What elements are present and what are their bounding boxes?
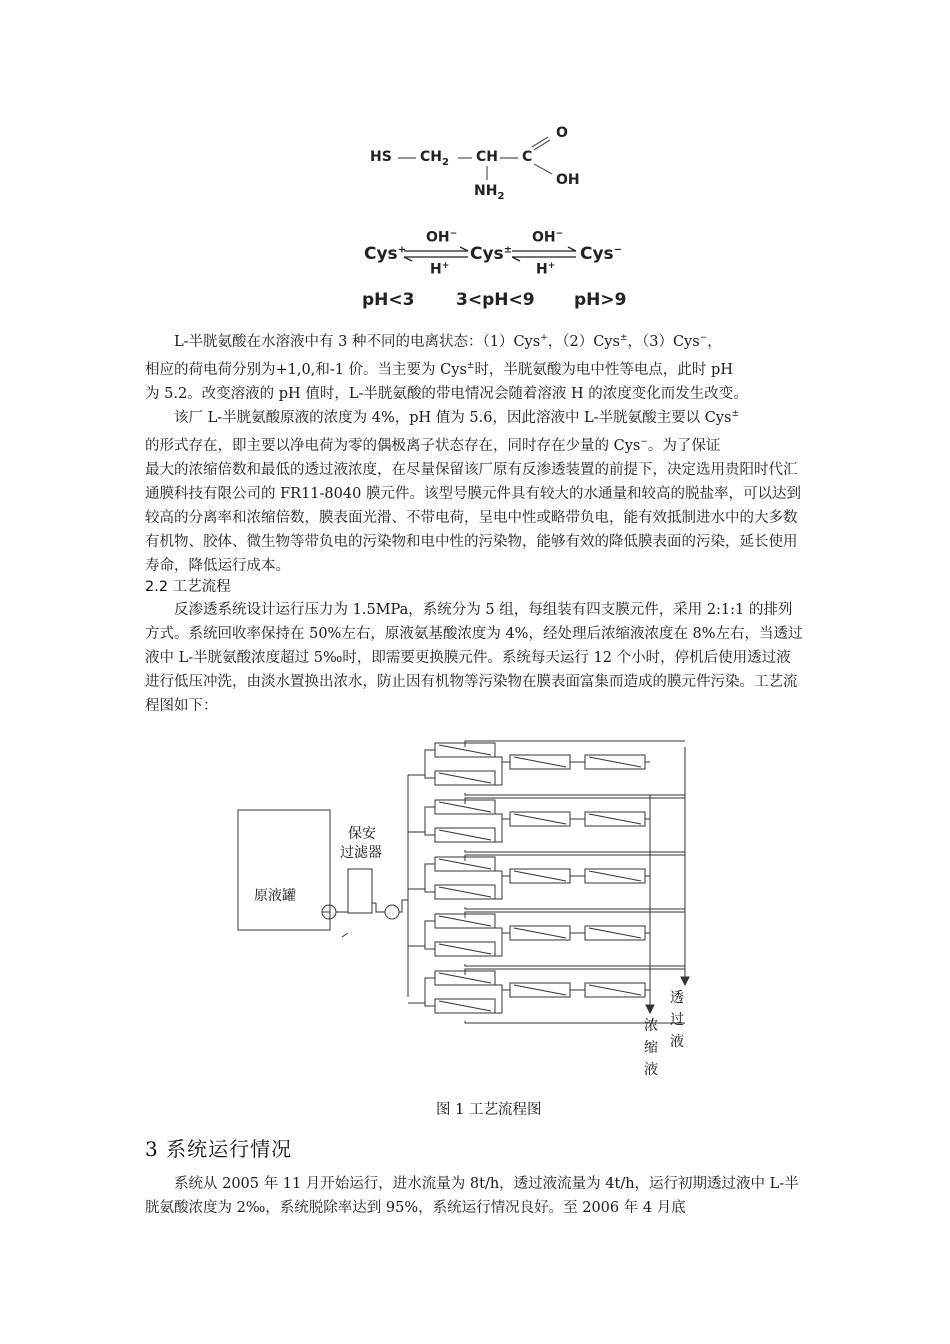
interstage-line xyxy=(495,814,510,819)
interstage-line xyxy=(495,871,510,876)
membrane-element-stripe xyxy=(589,757,641,767)
oh-label-2: OH− xyxy=(532,229,564,246)
permeate-line xyxy=(465,741,685,747)
feed-branch-line xyxy=(425,889,435,892)
membrane-element-stripe xyxy=(514,985,566,995)
hydroxyl-group: OH xyxy=(556,172,580,188)
interstage-line xyxy=(495,876,502,899)
interstage-line xyxy=(495,985,510,990)
amino-group: $NH_2$ xyxy=(474,183,505,202)
cys-zwitterion: Cys± xyxy=(470,244,513,264)
paragraph-operation: 系统从 2005 年 11 月开始运行，进水流量为 8t/h，透过液流量为 4t/h，运行初期透过液中 L-半胱氨酸浓度为 2‰，系统脱除率达到 95%，系统运行情况良好。至 2006 年 4 月底 xyxy=(145,1176,799,1216)
membrane-element-stripe xyxy=(439,944,491,954)
ch-group: CH xyxy=(476,149,498,165)
paragraph-membrane-selection: 该厂 L-半胱氨酸原液的浓度为 4%，pH 值为 5.6，因此溶液中 L-半胱氨酸主要以 Cys± 的形式存在，即主要以净电荷为零的偶极离子状态存在，同时存在少量的 Cys−。为了保证 最大的浓缩倍数和最低的透过液浓度，在尽量保留该厂原有反渗透装置的前提下，决定选用贵阳时代汇通膜科技有限公司的 FR11-8040 膜元件。该型号膜元件具有较大的水通量和较高的脱盐率，可以达到较高的分离率和浓缩倍数，膜表面光滑、不带电荷，呈电中性或略带负电，能有效抵制进水中的大多数有机物、胶体、微生物等带负电的污染物和电中性的污染物，能够有效的降低膜表面的污染，延长使用寿命，降低运行成本。 xyxy=(145,409,801,574)
membrane-element-stripe xyxy=(589,814,641,824)
membrane-element-stripe xyxy=(439,773,491,783)
membrane-element-stripe xyxy=(514,928,566,938)
feed-branch-line xyxy=(425,775,435,778)
permeate-line xyxy=(465,793,685,795)
feed-tank-label: 原液罐 xyxy=(254,888,296,904)
permeate-line xyxy=(465,850,685,852)
section-heading-2-2: 2.2 工艺流程 xyxy=(145,579,231,595)
cartridge-filter-box xyxy=(348,869,372,913)
membrane-element-stripe xyxy=(439,1001,491,1011)
ph-range-neutral: 3<pH<9 xyxy=(456,290,535,310)
flow-diagram-svg xyxy=(230,735,700,1075)
interstage-line xyxy=(495,819,502,842)
permeate-line xyxy=(465,798,685,804)
feed-branch-line xyxy=(408,750,435,775)
paragraph-ionization-states: L-半胱氨酸在水溶液中有 3 种不同的电离状态：（1）Cys+，（2）Cys±，（3）Cys−， 相应的荷电荷分别为+1,0,和-1 价。当主要为 Cys±时，半胱氨酸为电中性等电点，此时 pH 为 5.2。改变溶液的 pH 值时，L-半胱氨酸的带电情况会随着溶液 H 的浓度变化而发生改变。 xyxy=(145,333,748,402)
oh-label-1: OH− xyxy=(426,229,458,246)
interstage-line xyxy=(495,757,510,762)
paragraph-process-flow: 反渗透系统设计运行压力为 1.5MPa，系统分为 5 组，每组装有四支膜元件，采用 2:1:1 的排列方式。系统回收率保持在 50%左右，原液氨基酸浓度为 4%，经处理后浓缩液浓度在 8%左右，当透过液中 L-半胱氨酸浓度超过 5‰时，即需要更换膜元件。系统每天运行 12 个小时，停机后使用透过液进行低压冲洗，由淡水置换出浓水，防止因有机物等污染物在膜表面富集而造成的膜元件污染。工艺流程图如下： xyxy=(145,602,803,714)
hs-group: HS xyxy=(370,149,392,165)
membrane-element-stripe xyxy=(514,814,566,824)
feed-branch-line xyxy=(408,921,435,946)
filter-label-line1: 保安 xyxy=(348,826,376,842)
membrane-element-stripe xyxy=(439,830,491,840)
permeate-label: 透 过 液 xyxy=(670,990,684,1050)
h-label-1: H+ xyxy=(430,261,450,278)
interstage-line xyxy=(495,990,502,1013)
feed-branch-line xyxy=(408,864,435,889)
membrane-element-stripe xyxy=(514,757,566,767)
membrane-element-stripe xyxy=(514,871,566,881)
feed-branch-line xyxy=(408,978,435,1003)
filter-label-line2: 过滤器 xyxy=(340,845,382,861)
ph-range-base: pH>9 xyxy=(574,290,627,310)
oxygen-atom: O xyxy=(556,125,568,141)
cys-anion: Cys− xyxy=(580,244,623,264)
ch2-group: $CH_2$ xyxy=(420,149,449,168)
section-heading-3: 3 系统运行情况 xyxy=(145,1137,293,1161)
feed-branch-line xyxy=(425,832,435,835)
membrane-element-stripe xyxy=(589,985,641,995)
feed-branch-line xyxy=(408,807,435,832)
feed-tank-box xyxy=(238,810,330,930)
permeate-arrow-icon xyxy=(681,977,689,985)
feed-branch-line xyxy=(425,1003,435,1006)
permeate-line xyxy=(465,912,685,918)
high-pressure-pump-icon xyxy=(385,905,399,919)
concentrate-arrow-icon xyxy=(646,1005,654,1013)
ionization-equilibrium xyxy=(360,228,650,318)
membrane-element-stripe xyxy=(589,928,641,938)
concentrate-label: 浓 缩 液 xyxy=(644,1018,658,1078)
permeate-line xyxy=(465,855,685,861)
interstage-line xyxy=(495,928,510,933)
carbon-atom: C xyxy=(522,149,533,165)
permeate-line xyxy=(465,907,685,909)
permeate-line xyxy=(465,964,685,966)
interstage-line xyxy=(495,933,502,956)
membrane-element-stripe xyxy=(439,887,491,897)
membrane-element-stripe xyxy=(589,871,641,881)
permeate-line xyxy=(465,969,685,975)
feed-branch-line xyxy=(425,946,435,949)
cysteine-structure xyxy=(360,120,600,205)
h-label-2: H+ xyxy=(536,261,556,278)
figure-caption: 图 1 工艺流程图 xyxy=(436,1102,542,1118)
process-flow-diagram xyxy=(230,735,700,1078)
interstage-line xyxy=(495,762,502,785)
cys-cation: Cys+ xyxy=(364,244,407,264)
ph-range-acid: pH<3 xyxy=(362,290,415,310)
